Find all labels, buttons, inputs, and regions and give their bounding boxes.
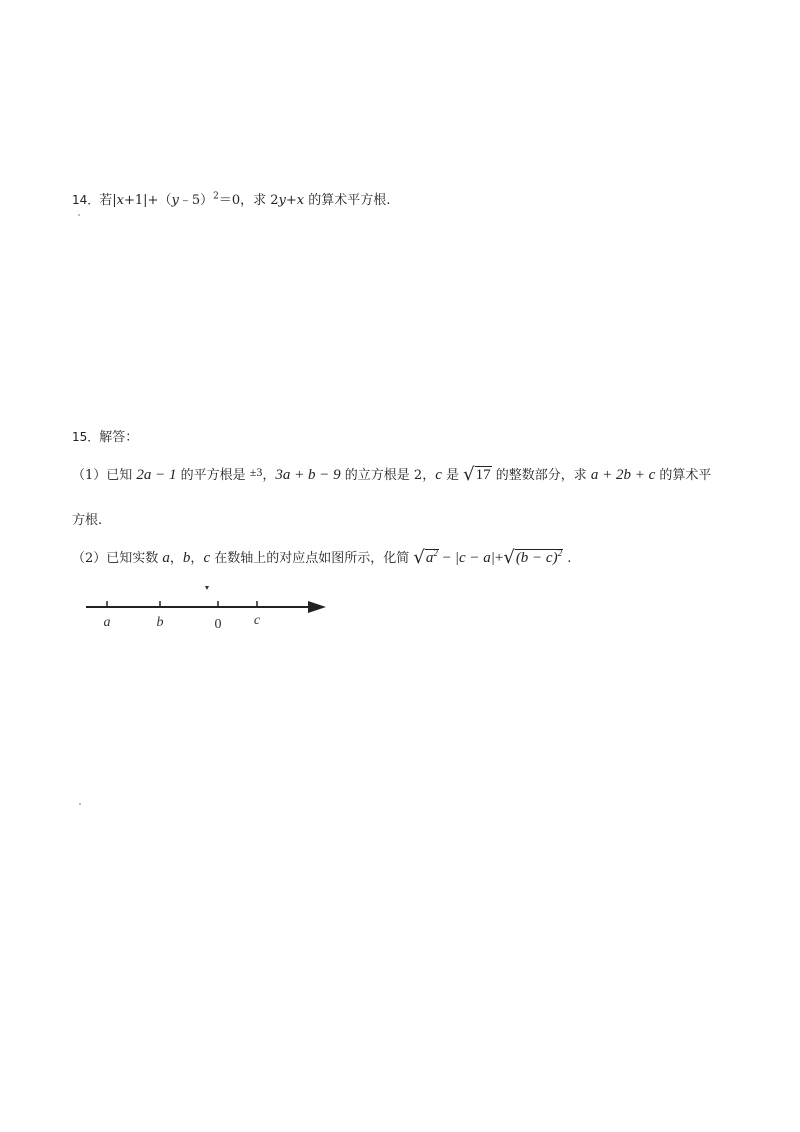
math-expr-2a-1: 2a − 1: [136, 467, 177, 483]
math-sqrt-a-squared: $√a^2$: [413, 547, 438, 568]
math-expr-a-2b-c: a + 2b + c: [590, 467, 656, 483]
math-sqrt-b-minus-c-squared: $√(b - c)^2$: [503, 547, 563, 568]
scan-speck: [78, 214, 80, 216]
label-a: a: [103, 615, 111, 630]
scan-mark: [205, 586, 209, 590]
scan-speck: [79, 803, 81, 805]
label-0: 0: [214, 617, 222, 632]
math-sqrt-17: √17: [463, 464, 491, 485]
number-line-figure: [80, 580, 340, 635]
arrow-right-icon: [308, 601, 326, 613]
question-number: 15．: [72, 430, 100, 444]
question-15-part-2: （2）已知实数 a，b，c 在数轴上的对应点如图所示，化简 $√a^2 - |c - a|+√(b - c)^2$ .: [72, 547, 572, 568]
question-number: 14．: [72, 193, 100, 207]
question-15-part-1: （1）已知 2a − 1 的平方根是 ±3，3a + b − 9 的立方根是 2，c 是 √17 的整数部分，求 a + 2b + c 的算术平: [72, 464, 712, 485]
math-abs-c-minus-a: |c − a|: [454, 550, 495, 566]
math-c: c: [435, 467, 442, 483]
math-expr-3a-b-9: 3a + b − 9: [275, 467, 341, 483]
question-14: 14．若|x+1|+（y﹣5）$^2$＝0，求 2y+x 的算术平方根.: [72, 191, 391, 208]
label-c: c: [253, 613, 261, 628]
question-15-title: 15．解答：: [72, 430, 139, 445]
question-15-part-1-continued: 方根.: [72, 513, 103, 528]
math-pm3: ±3: [249, 465, 263, 479]
label-b: b: [156, 615, 164, 630]
